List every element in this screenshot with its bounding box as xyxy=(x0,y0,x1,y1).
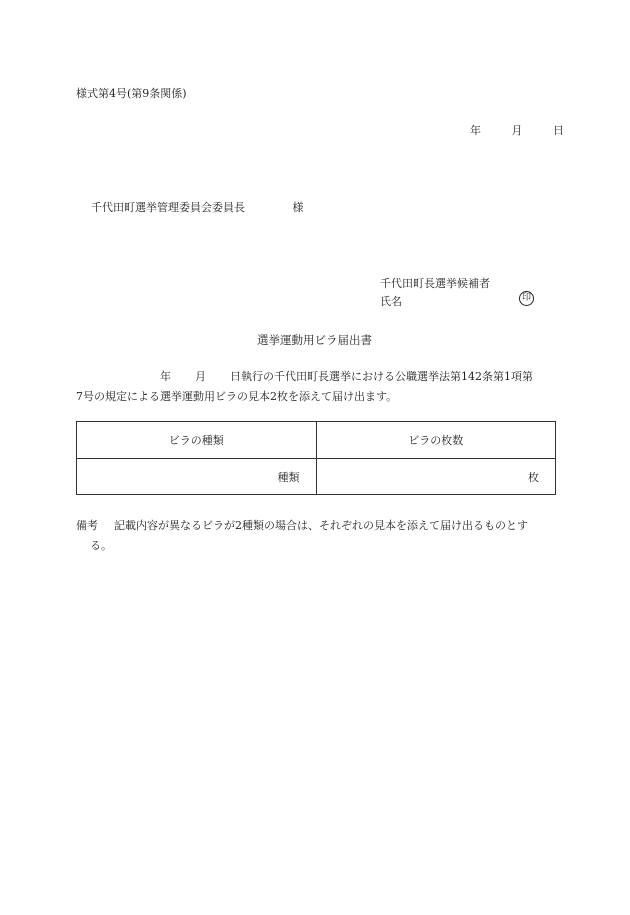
remarks-text-line1: 記載内容が異なるビラが2種類の場合は、それぞれの見本を添えて届け出るものとす xyxy=(114,519,528,532)
flyer-table xyxy=(76,421,556,495)
date-month-label: 月 xyxy=(511,124,523,137)
addressee-honorific: 様 xyxy=(292,201,304,214)
remarks-text-line2: る。 xyxy=(90,539,112,552)
cell-flyer-count[interactable]: 枚 xyxy=(316,459,556,495)
body-month-label: 月 xyxy=(195,370,206,383)
cell-flyer-type[interactable]: 種類 xyxy=(77,459,317,495)
candidate-title: 千代田町長選挙候補者 xyxy=(380,277,490,290)
body-year-label: 年 xyxy=(160,370,171,383)
document-title: 選挙運動用ビラ届出書 xyxy=(257,333,372,347)
date-day-label: 日 xyxy=(553,124,564,137)
header-flyer-type: ビラの種類 xyxy=(77,422,317,459)
form-number: 様式第4号(第9条関係) xyxy=(76,87,187,100)
table-row xyxy=(77,459,556,495)
addressee xyxy=(91,199,304,215)
addressee-name: 千代田町選挙管理委員会委員長 xyxy=(91,201,245,214)
remarks-label: 備考 xyxy=(76,519,98,532)
header-flyer-count: ビラの枚数 xyxy=(316,422,556,459)
date-year-label: 年 xyxy=(470,124,481,137)
date-line xyxy=(470,122,564,138)
remarks xyxy=(76,516,560,556)
candidate-name-label: 氏名 xyxy=(380,295,402,308)
table-header-row xyxy=(77,422,556,459)
body-text-part1: 日執行の千代田町長選挙における公職選挙法第142条第1項第 xyxy=(230,370,533,383)
body-text xyxy=(76,367,558,407)
seal-mark: 印 xyxy=(519,291,534,306)
body-text-part2: 7号の規定による選挙運動用ビラの見本2枚を添えて届け出ます。 xyxy=(76,390,398,403)
